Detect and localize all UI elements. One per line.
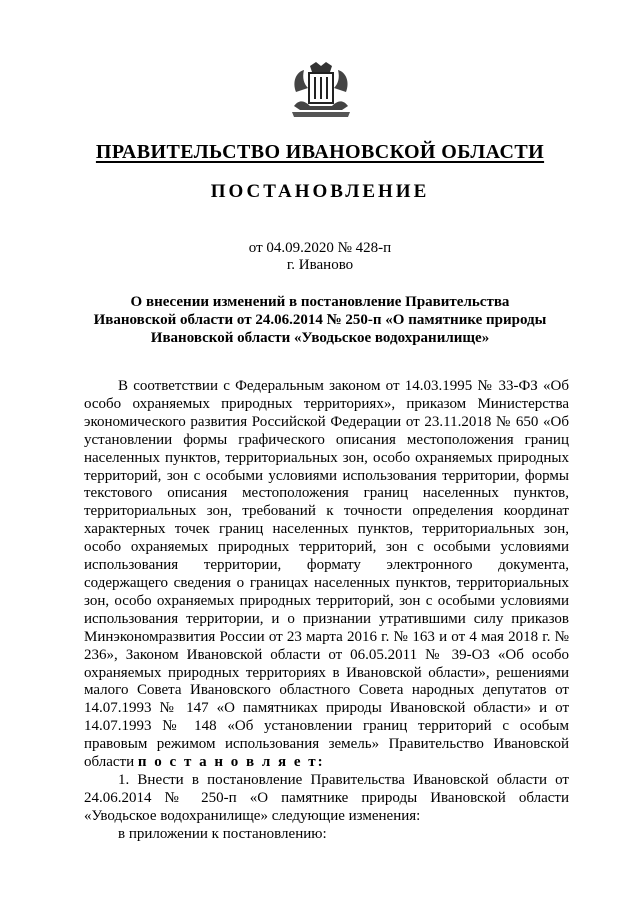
document-subject xyxy=(60,293,580,347)
document-body xyxy=(84,378,569,844)
subject-line: Ивановской области от 24.06.2014 № 250-п «О памятнике природы xyxy=(93,312,547,328)
organization-title: ПРАВИТЕЛЬСТВО ИВАНОВСКОЙ ОБЛАСТИ xyxy=(95,141,545,163)
item-1-paragraph: 1. Внести в постановление Правительства Ивановской области от 24.06.2014 № 250-п «О памятнике природы Ивановской области «Уводьское водохранилище» следующие изменения: xyxy=(84,771,569,824)
resolves-word: п о с т а н о в л я е т: xyxy=(137,754,325,771)
document-type-title: ПОСТАНОВЛЕНИЕ xyxy=(210,181,430,202)
item-1-subparagraph: в приложении к постановлению: xyxy=(118,825,327,842)
date-number-block xyxy=(0,240,640,274)
coat-of-arms-emblem xyxy=(290,62,352,120)
subject-line: Ивановской области «Уводьское водохранилище» xyxy=(150,330,490,346)
preamble-paragraph xyxy=(84,378,569,772)
date-number: от 04.09.2020 № 428-п xyxy=(248,240,392,256)
preamble-text: В соответствии с Федеральным законом от 14.03.1995 № 33-ФЗ «Об особо охраняемых природных территориях», приказом Министерства экономического развития Российской Федерации от 23.11.2018 № 650 «Об установлении формы графического описания местоположения границ населенных пунктов, территориальных зон, особо охраняемых природных территорий, зон с особыми условиями использования территории, формы текстового описания местоположения границ населенных пунктов, территориальных зон, требований к точности определения координат характерных точек границ населенных пунктов, территориальных зон, особо охраняемых природных территорий, зон с особыми условиями использования территории, формату электронного документа, содержащего сведения о границах населенных пунктов, территориальных зон, особо охраняемых природных территорий, зон с особыми условиями использования территории, и о признании утратившими силу приказов Минэкономразвития России от 23 марта 2016 г. № 163 и от 4 мая 2018 г. № 236», Законом Ивановской области от 06.05.2011 № 39-ОЗ «Об особо охраняемых природных территориях в Ивановской области», решениями малого Совета Ивановского областного Совета народных депутатов от 14.07.1993 № 147 «О памятниках природы Ивановской области» и от 14.07.1993 № 148 «Об установлении границ территорий с особым правовым режимом использования земель» Правительство Ивановской области xyxy=(84,378,569,771)
subject-line: О внесении изменений в постановление Правительства xyxy=(130,294,510,310)
city: г. Иваново xyxy=(286,257,354,273)
